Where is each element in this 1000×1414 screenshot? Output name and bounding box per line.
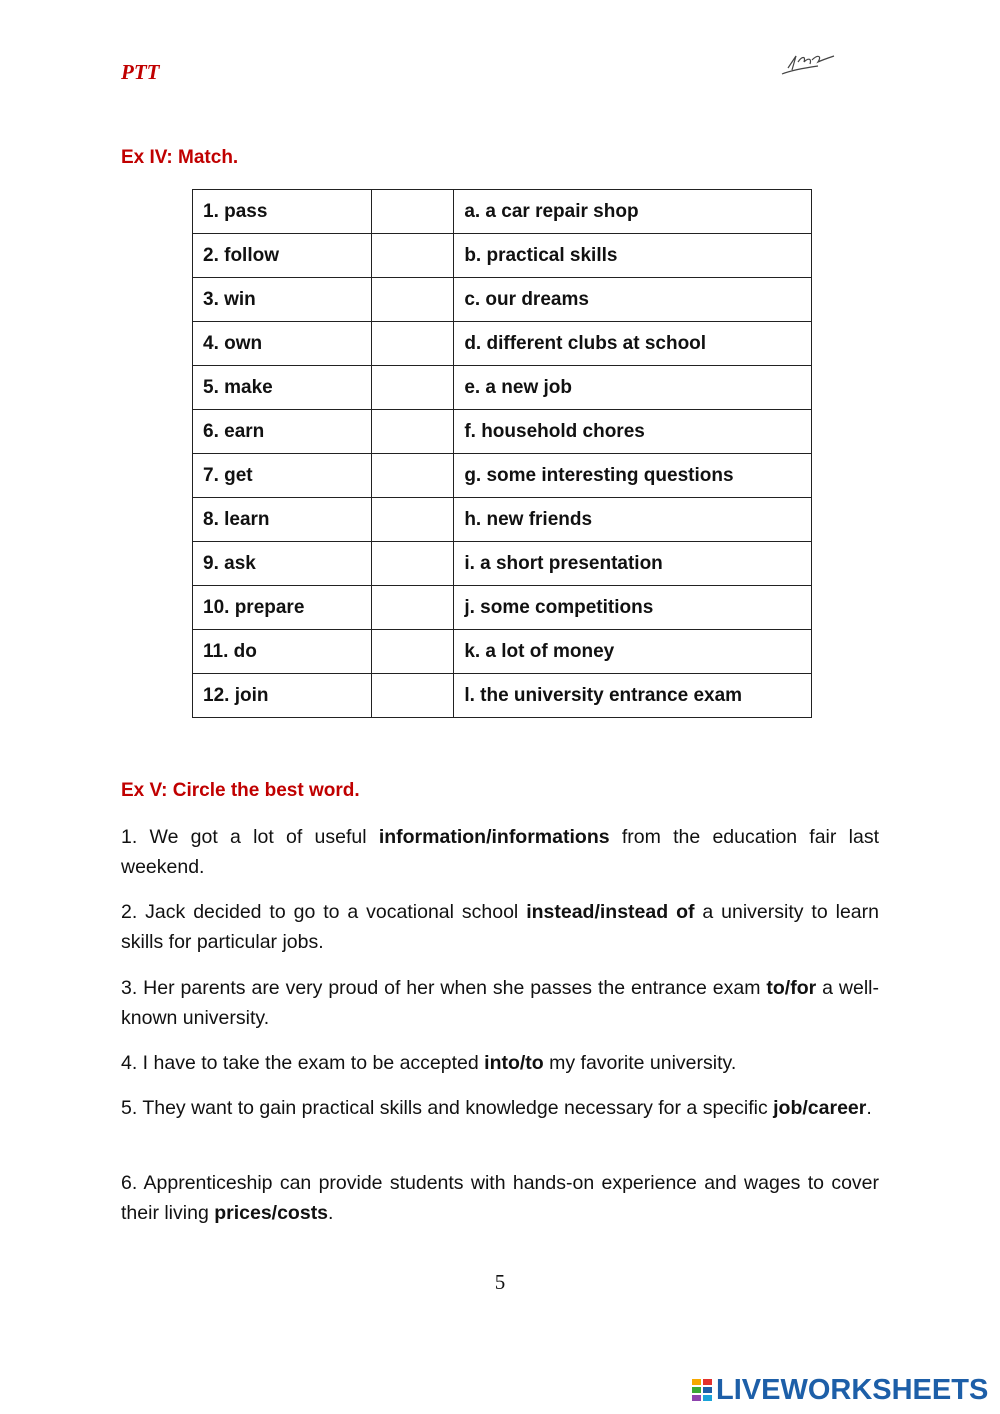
answer-cell[interactable] (371, 322, 454, 366)
answer-cell[interactable] (371, 410, 454, 454)
question-text: 1. We got a lot of useful (121, 826, 379, 848)
match-left: 3. win (193, 278, 372, 322)
table-row (193, 278, 812, 322)
match-right: j. some competitions (454, 586, 812, 630)
match-left: 4. own (193, 322, 372, 366)
question-2 (121, 897, 879, 957)
liveworksheets-logo[interactable] (692, 1374, 988, 1406)
match-right: c. our dreams (454, 278, 812, 322)
match-left: 8. learn (193, 498, 372, 542)
question-4 (121, 1048, 879, 1078)
question-text: from the education fair last weekend. (121, 826, 879, 878)
match-right: i. a short presentation (454, 542, 812, 586)
exercise-5-title: Ex V: Circle the best word. (121, 780, 360, 801)
match-right: g. some interesting questions (454, 454, 812, 498)
match-left: 7. get (193, 454, 372, 498)
question-text: 6. Apprenticeship can provide students with hands-on experience and wages to cover their living (121, 1172, 879, 1224)
match-left: 12. join (193, 674, 372, 718)
exercise-4-title: Ex IV: Match. (121, 147, 239, 168)
table-row (193, 498, 812, 542)
table-row (193, 630, 812, 674)
table-row (193, 674, 812, 718)
match-table (192, 189, 812, 718)
question-6 (121, 1168, 879, 1228)
match-left: 9. ask (193, 542, 372, 586)
question-text: . (866, 1097, 872, 1119)
answer-cell[interactable] (371, 278, 454, 322)
table-row (193, 454, 812, 498)
table-row (193, 586, 812, 630)
header-tag: PTT (121, 60, 160, 84)
match-right: h. new friends (454, 498, 812, 542)
match-left: 11. do (193, 630, 372, 674)
question-text: 4. I have to take the exam to be accepted (121, 1052, 485, 1074)
question-text: 3. Her parents are very proud of her when she passes the entrance exam (121, 977, 767, 999)
choice-option[interactable]: job/career (773, 1097, 867, 1119)
answer-cell[interactable] (371, 498, 454, 542)
answer-cell[interactable] (371, 234, 454, 278)
table-row (193, 542, 812, 586)
choice-option[interactable]: into/to (484, 1052, 544, 1074)
table-row (193, 322, 812, 366)
liveworksheets-wordmark: LIVEWORKSHEETS (716, 1373, 989, 1406)
match-right: d. different clubs at school (454, 322, 812, 366)
match-left: 5. make (193, 366, 372, 410)
liveworksheets-icon (692, 1379, 712, 1401)
answer-cell[interactable] (371, 454, 454, 498)
question-text: 2. Jack decided to go to a vocational school (121, 901, 527, 923)
match-left: 1. pass (193, 190, 372, 234)
table-row (193, 234, 812, 278)
page-number: 5 (494, 1270, 506, 1294)
table-row (193, 366, 812, 410)
match-left: 2. follow (193, 234, 372, 278)
match-left: 6. earn (193, 410, 372, 454)
question-text: my favorite university. (543, 1052, 737, 1074)
question-text: a well-known university. (121, 977, 879, 1029)
match-right: k. a lot of money (454, 630, 812, 674)
choice-option[interactable]: prices/costs (214, 1202, 329, 1224)
match-right: e. a new job (454, 366, 812, 410)
choice-option[interactable]: instead/instead of (526, 901, 695, 923)
question-text: . (328, 1202, 334, 1224)
answer-cell[interactable] (371, 190, 454, 234)
question-text: a university to learn skills for particular jobs. (121, 901, 879, 953)
match-right: l. the university entrance exam (454, 674, 812, 718)
match-right: f. household chores (454, 410, 812, 454)
question-text: 5. They want to gain practical skills and knowledge necessary for a specific (121, 1097, 774, 1119)
answer-cell[interactable] (371, 366, 454, 410)
choice-option[interactable]: information/informations (378, 826, 610, 848)
answer-cell[interactable] (371, 630, 454, 674)
match-right: a. a car repair shop (454, 190, 812, 234)
choice-option[interactable]: to/for (766, 977, 817, 999)
answer-cell[interactable] (371, 674, 454, 718)
answer-cell[interactable] (371, 542, 454, 586)
match-left: 10. prepare (193, 586, 372, 630)
signature-mark (778, 48, 838, 80)
question-3 (121, 973, 879, 1033)
answer-cell[interactable] (371, 586, 454, 630)
table-row (193, 190, 812, 234)
question-1 (121, 822, 879, 882)
table-row (193, 410, 812, 454)
match-right: b. practical skills (454, 234, 812, 278)
question-5 (121, 1093, 879, 1123)
